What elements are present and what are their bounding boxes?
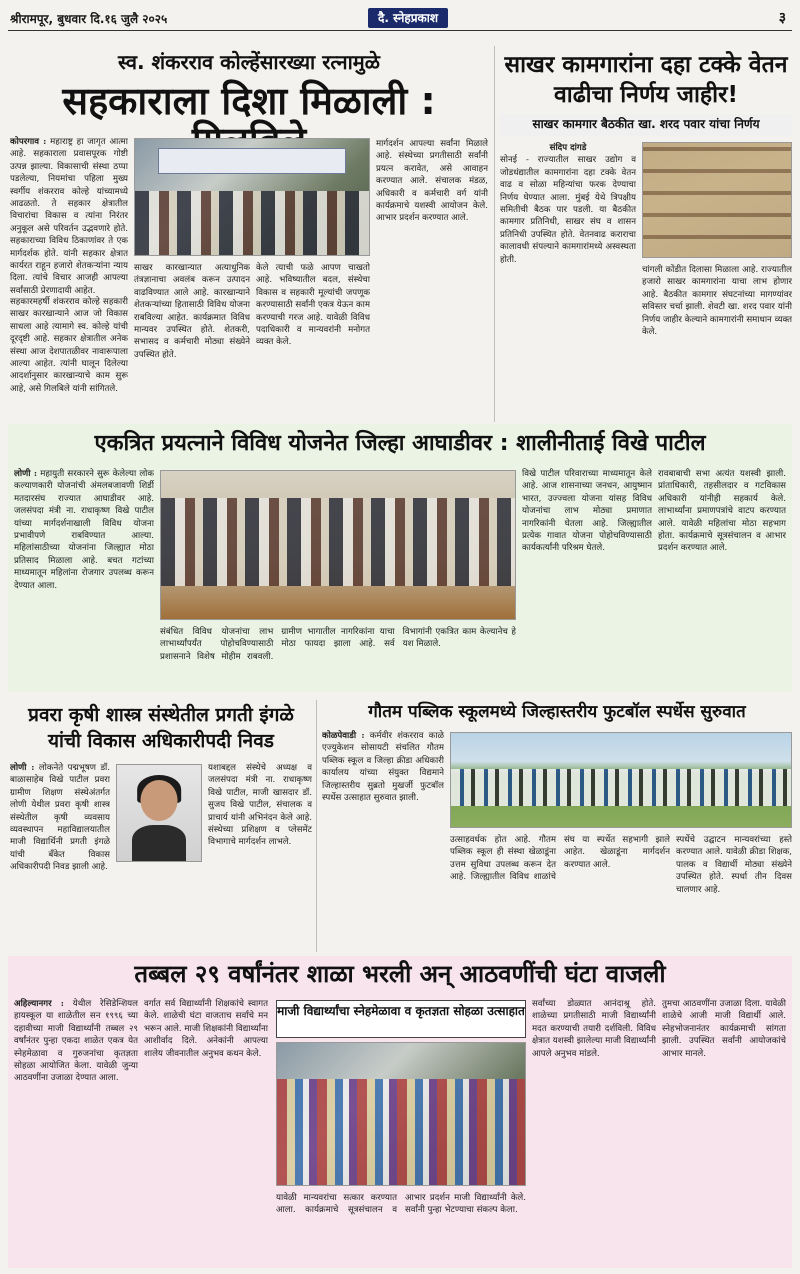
story1-text-2: सहकारमहर्षी शंकरराव कोल्हे सहकारी साखर कारखान्याने आज जो विकास साधला आहे त्यामागे स्व. कोल्हे यांची दूरदृष्टी आहे. सहकार क्षेत्रातील अनेक संस्था आज देशपातळीवर नावारूपाला आल्या आहेत. त्यांनी घालून दिलेल्या आदर्शानुसार कारखान्याचे काम सुरू आहे, असे गिलबिले यांनी सांगितले.: [10, 297, 128, 394]
story2-column-2: [642, 264, 792, 418]
story5-text-1: कर्मवीर शंकरराव काळे एज्युकेशन सोसायटी संचलित गौतम पब्लिक स्कूल व जिल्हा क्रीडा अधिकारी कार्यालय यांच्या संयुक्त विद्यमाने जिल्हास्तरीय सुब्रतो मुखर्जी फुटबॉल स्पर्धेस उत्साहात सुरुवात झाली.: [322, 731, 444, 804]
story5-text-3: स्पर्धेचे उद्घाटन मान्यवरांच्या हस्ते करण्यात आले. यावेळी क्रीडा शिक्षक, पालक व विद्यार्थी मोठ्या संख्येने उपस्थित होते. स्पर्धा तीन दिवस चालणार आहे.: [676, 835, 792, 895]
masthead-rule: [8, 30, 792, 31]
story3-text-3: विखे पाटील परिवाराच्या माध्यमातून केले आहे. आज शासनाच्या जनधन, आयुष्मान भारत, उज्ज्वला योजना यांसह विविध योजनांचा लाभ मोठ्या प्रमाणात नागरिकांनी घेतला आहे. जिल्ह्यातील प्रत्येक गावात योजना पोहोचविण्यासाठी कार्यकर्त्यांनी परिश्रम घेतले.: [522, 469, 652, 554]
story6-text-1: येथील रेसिडेन्शियल हायस्कूल या शाळेतील सन १९९६ च्या दहावीच्या माजी विद्यार्थ्यांनी तब्बल २९ वर्षांनंतर पुन्हा एकदा शाळेत एकत्र येत स्नेहमेळावा व गुरुजनांचा कृतज्ञता सोहळा आयोजित केला. यावेळी जुन्या आठवणींना उजाळा देण्यात आला.: [14, 999, 138, 1084]
story2-text-1: सोनई - राज्यातील साखर उद्योग व जोडधंद्यातील कामगारांना दहा टक्के वेतन वाढ व सोळा महिन्यांचा फरक देण्याचा निर्णय घेण्यात आला. मुंबई येथे त्रिपक्षीय समितीची बैठक पार पडली. या बैठकीत कामगार प्रतिनिधी, साखर संघ व शासन प्रतिनिधी उपस्थित होते. वेतनवाढ कराराचा कालावधी संपल्याने कामगारांमध्ये अस्वस्थता होती.: [500, 155, 636, 265]
story6-text-3: यावेळी मान्यवरांचा सत्कार करण्यात आला. कार्यक्रमाचे सूत्रसंचालन व आभार प्रदर्शन माजी विद्यार्थ्यांनी केले. सर्वांनी पुन्हा भेटण्याचा संकल्प केला.: [276, 1193, 526, 1216]
story3-headline: एकत्रित प्रयत्नाने विविध योजनेत जिल्हा आघाडीवर : शालीनीताई विखे पाटील: [94, 431, 706, 456]
story5-photo-football: [450, 732, 792, 828]
story6-text-2: वर्गात सर्व विद्यार्थ्यांनी शिक्षकांचे स्वागत केले. शाळेची घंटा वाजताच सर्वांचे मन भरून आले. माजी शिक्षकांनी विद्यार्थ्यांना आशीर्वाद दिले. अनेकांनी आपल्या शालेय जीवनातील अनुभव कथन केले.: [144, 999, 268, 1059]
story3-text-2: संबंधित विविध योजनांचा लाभ लाभार्थ्यांपर्यंत पोहोचविण्यासाठी प्रशासनाने विशेष मोहीम राबवली. ग्रामीण भागातील नागरिकांना याचा मोठा फायदा झाला आहे. सर्व विभागांनी एकत्रित काम केल्यानेच हे यश मिळाले.: [160, 627, 516, 662]
story5-column-3: [676, 834, 792, 950]
story4-column-2: [208, 762, 312, 950]
column-rule: [494, 46, 495, 422]
story6-column-5: [662, 998, 786, 1262]
issue-date: श्रीरामपूर, बुधवार दि.१६ जुलै २०२५: [10, 12, 168, 26]
story6-byline: अहिल्यानगर :: [14, 999, 64, 1009]
story6-subhead: माजी विद्यार्थ्यांचा स्नेहमेळावा व कृतज्ञता सोहळा उत्साहात: [276, 1000, 526, 1038]
story3-byline: लोणी :: [14, 469, 38, 479]
story4-byline: लोणी :: [10, 763, 35, 773]
story6-column-2: [144, 998, 268, 1262]
story2-subhead: साखर कामगार बैठकीत खा. शरद पवार यांचा निर्णय: [500, 114, 792, 136]
story3-text-1: महायुती सरकारने सुरू केलेल्या लोक कल्याणकारी योजनांची अंमलबजावणी शिर्डी मतदारसंघ राज्यात आघाडीवर आहे. जलसंपदा मंत्री ना. राधाकृष्ण विखे पाटील यांच्या मार्गदर्शनाखाली विविध योजना प्रभावीपणे राबविण्यात आल्या. महिलांसाठीच्या योजनांना जिल्ह्यात मोठा प्रतिसाद मिळाला आहे. बचत गटांच्या माध्यमातून महिलांना रोजगार उपलब्ध करून देण्यात आला.: [14, 469, 154, 591]
story4-portrait: [116, 764, 202, 862]
story2-column-1: [500, 142, 636, 418]
story2-photo-workers: [642, 142, 792, 258]
story1-column-5: [376, 138, 488, 418]
story3-column-4: [658, 468, 786, 686]
story4-headline: प्रवरा कृषी शास्त्र संस्थेतील प्रगती इंगळे यांची विकास अधिकारीपदी निवड: [28, 704, 294, 752]
story5-text-2: उत्साहवर्धक होत आहे. गौतम पब्लिक स्कूल ही संस्था खेळाडूंना उत्तम सुविधा उपलब्ध करून देत आहे. जिल्ह्यातील विविध शाळांचे संघ या स्पर्धेत सहभागी झाले आहेत. खेळाडूंना मार्गदर्शन करण्यात आले.: [450, 835, 670, 883]
story1-text-1: महाराष्ट्र हा जागृत आत्मा आहे. सहकाराला प्रवासपूरक गोष्टी उत्पन्न झाल्या. विकासाची संस्था ठप्पा पडलेल्या, नियमांचा पहिला मुख्य स्वर्गीय शंकरराव कोल्हे यांच्यामध्ये आढळतो. ते सहकार क्षेत्रातील विचारांचा विकास व त्यांना निरंतर अनुकूल असे परिवर्तन उद्भवणारे होते. सहकाराच्या विविध ठिकाणांवर ते एक मार्गदर्शक होते. यांनी सहकार क्षेत्रात कार्यरत राहून हजारो शेतकऱ्यांना न्याय दिला. त्यांचे विचार आजही आपल्या सर्वांसाठी प्रेरणादायी आहेत.: [10, 137, 128, 296]
story4-column-1: [10, 762, 110, 950]
story4-text-2: यशाबद्दल संस्थेचे अध्यक्ष व जलसंपदा मंत्री ना. राधाकृष्ण विखे पाटील, माजी खासदार डॉ. सुजय विखे पाटील, संचालक व प्राचार्य यांनी अभिनंदन केले आहे. संस्थेच्या प्रशिक्षण व प्लेसमेंट विभागाचे मार्गदर्शन लाभले.: [208, 763, 312, 848]
story5-headline: गौतम पब्लिक स्कूलमध्ये जिल्हास्तरीय फुटबॉल स्पर्धेस सुरुवात: [368, 702, 746, 722]
story4-text-1: लोकनेते पद्मभूषण डॉ. बाळासाहेब विखे पाटील प्रवरा ग्रामीण शिक्षण संस्थेअंतर्गत लोणी येथील प्रवरा कृषी शास्त्र संस्थेतील कृषी व्यवसाय व्यवस्थापन महाविद्यालयातील माजी विद्यार्थिनी प्रगती इंगळे यांची बँकेत विकास अधिकारीपदी निवड झाली आहे.: [10, 763, 110, 873]
story1-kicker: स्व. शंकरराव कोल्हेंसारख्या रत्नामुळे: [118, 50, 380, 74]
story1-byline: कोपरगाव :: [10, 137, 47, 147]
story6-column-1: [14, 998, 138, 1262]
story1-text-3: साखर कारखान्यात अत्याधुनिक तंत्रज्ञानाचा अवलंब करून उत्पादन वाढविण्यात आले आहे. कारखान्याने शेतकऱ्यांच्या हितासाठी विविध योजना राबविल्या आहेत. कार्यक्रमात विविध मान्यवर उपस्थित होते. शेतकरी, सभासद व कर्मचारी मोठ्या संख्येने उपस्थित होते.: [134, 263, 250, 360]
story3-column-2: [160, 626, 516, 686]
newspaper-brand: दै. स्नेहप्रकाश: [368, 8, 448, 28]
story5-column-1: [322, 730, 444, 950]
story1-text-5: मार्गदर्शन आपल्या सर्वांना मिळाले आहे. संस्थेच्या प्रगतीसाठी सर्वांनी प्रयत्न करावेत, असे आवाहन करण्यात आले. संचालक मंडळ, अधिकारी व कर्मचारी वर्ग यांनी कार्यक्रमाचे यशस्वी आयोजन केले. आभार प्रदर्शन करण्यात आले.: [376, 139, 488, 224]
story2-text-2: चांगली कोंडीत दिलासा मिळाला आहे. राज्यातील हजारो साखर कामगारांना याचा लाभ होणार आहे. बैठकीत कामगार संघटनांच्या मागण्यांवर सविस्तर चर्चा झाली. शेवटी खा. शरद पवार यांनी निर्णय जाहीर केल्याने कामगारांनी समाधान व्यक्त केले.: [642, 265, 792, 338]
story1-text-4: केले त्याची फळे आपण चाखतो आहे. भविष्यातील बदल, संस्थेचा विकास व सहकारी मूल्यांची जपणूक करण्यासाठी सर्वांनी एकत्र येऊन काम करण्याची गरज आहे. यावेळी विविध पदाधिकारी व मान्यवरांनी मनोगत व्यक्त केले.: [256, 263, 370, 348]
story5-byline: कोळपेवाडी :: [322, 731, 365, 741]
story6-text-5: तुमचा आठवणींना उजाळा दिला. यावेळी शाळेचे आजी माजी विद्यार्थी आले. स्नेहभोजनानंतर कार्यक्रमाची सांगता झाली. उपस्थित सर्वांनी आयोजकांचे आभार मानले.: [662, 999, 786, 1059]
story1-photo-stage: [134, 138, 370, 256]
story2-byline: संदिप दांगडे: [549, 143, 587, 153]
page-number: ३: [778, 10, 786, 26]
story3-column-3: [522, 468, 652, 686]
story5-column-2: [450, 834, 670, 950]
column-rule-2: [316, 700, 317, 952]
story3-column-1: [14, 468, 154, 686]
story3-photo-event: [160, 470, 516, 620]
masthead: [0, 0, 800, 40]
story1-headline: सहकाराला दिशा मिळाली :: [62, 79, 436, 123]
story1-column-3: [134, 262, 250, 418]
story6-column-4: [532, 998, 656, 1262]
story6-photo-group: [276, 1042, 526, 1186]
story1-column-4: [256, 262, 370, 418]
story6-headline: तब्बल २९ वर्षांनंतर शाळा भरली अन् आठवणींची घंटा वाजली: [134, 960, 666, 988]
story1-column-1b: [10, 296, 128, 418]
story6-column-3: [276, 1192, 526, 1262]
story3-text-4: रावबाबाची सभा अत्यंत यशस्वी झाली. प्रांताधिकारी, तहसीलदार व गटविकास अधिकारी यांनीही सहकार्य केले. लाभार्थ्यांना प्रमाणपत्रांचे वाटप करण्यात आले. यावेळी महिलांचा मोठा सहभाग होता. कार्यक्रमाचे सूत्रसंचालन व आभार प्रदर्शन करण्यात आले.: [658, 469, 786, 554]
story6-text-4: सर्वांच्या डोळ्यात आनंदाश्रू होते. शाळेच्या प्रगतीसाठी माजी विद्यार्थ्यांनी मदत करण्याची तयारी दर्शविली. विविध क्षेत्रात यशस्वी झालेल्या माजी विद्यार्थ्यांनी आपले अनुभव मांडले.: [532, 999, 656, 1059]
story2-headline: साखर कामगारांना दहा टक्के वेतन वाढीचा निर्णय जाहीर!: [504, 52, 788, 108]
